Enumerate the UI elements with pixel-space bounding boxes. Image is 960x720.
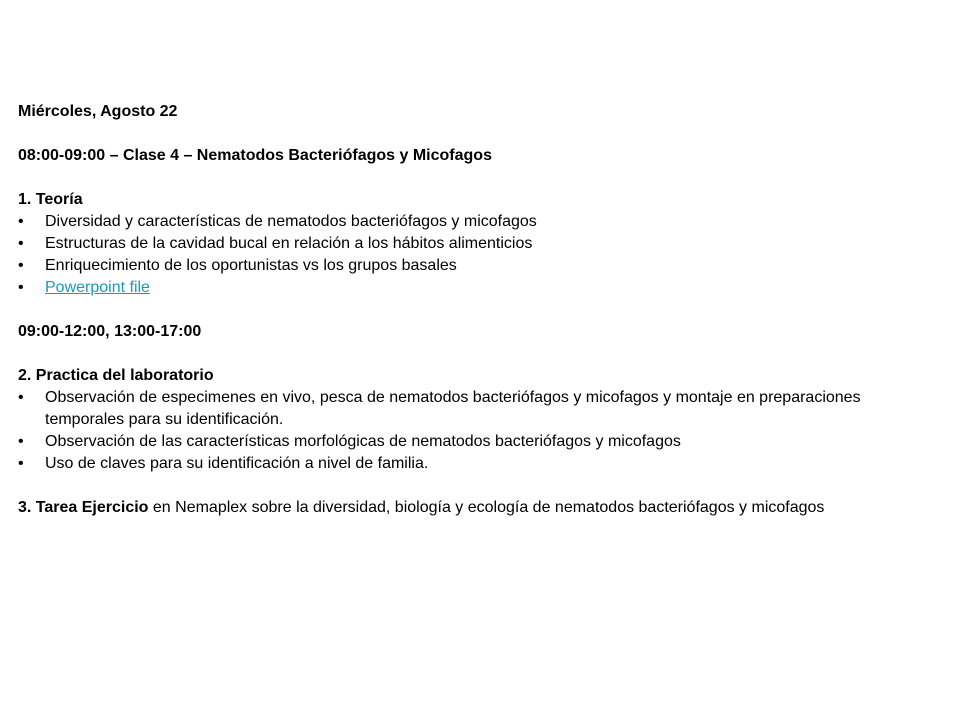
list-item-text: Observación de las características morfológicas de nematodos bacteriófagos y micofagos	[45, 433, 681, 450]
list-item	[18, 431, 918, 453]
section3-text: en Nemaplex sobre la diversidad, biología y ecología de nematodos bacteriófagos y micofagos	[148, 499, 825, 516]
spacer	[18, 167, 918, 189]
powerpoint-file-link[interactable]: Powerpoint file	[45, 279, 150, 296]
section3-title: 3. Tarea Ejercicio	[18, 499, 149, 516]
list-item	[18, 453, 918, 475]
bullet-icon: •	[18, 235, 24, 252]
list-item-text: Observación de especimenes en vivo, pesca de nematodos bacteriófagos y micofagos y montaje en preparaciones temporales para su identificación.	[45, 389, 861, 428]
date-heading: Miércoles, Agosto 22	[18, 103, 178, 120]
list-item-text: Estructuras de la cavidad bucal en relación a los hábitos alimenticios	[45, 235, 533, 252]
list-item	[18, 233, 918, 255]
spacer	[18, 123, 918, 145]
bullet-icon: •	[18, 257, 24, 274]
list-item	[18, 255, 918, 277]
bullet-icon: •	[18, 389, 24, 406]
section3-paragraph	[18, 497, 918, 519]
session2-heading: 09:00-12:00, 13:00-17:00	[18, 323, 202, 340]
list-item-text: Uso de claves para su identificación a nivel de familia.	[45, 455, 429, 472]
spacer	[18, 299, 918, 321]
list-item-text: Diversidad y características de nematodos bacteriófagos y micofagos	[45, 213, 537, 230]
bullet-icon: •	[18, 455, 24, 472]
section1-title: 1. Teoría	[18, 191, 83, 208]
list-item-text: Enriquecimiento de los oportunistas vs los grupos basales	[45, 257, 457, 274]
list-item	[18, 387, 918, 431]
spacer	[18, 475, 918, 497]
session1-heading: 08:00-09:00 – Clase 4 – Nematodos Bacteriófagos y Micofagos	[18, 147, 492, 164]
bullet-icon: •	[18, 213, 24, 230]
spacer	[18, 343, 918, 365]
section2-title: 2. Practica del laboratorio	[18, 367, 214, 384]
list-item	[18, 211, 918, 233]
slide-content	[18, 101, 918, 519]
bullet-icon: •	[18, 279, 24, 296]
bullet-icon: •	[18, 433, 24, 450]
list-item	[18, 277, 918, 299]
